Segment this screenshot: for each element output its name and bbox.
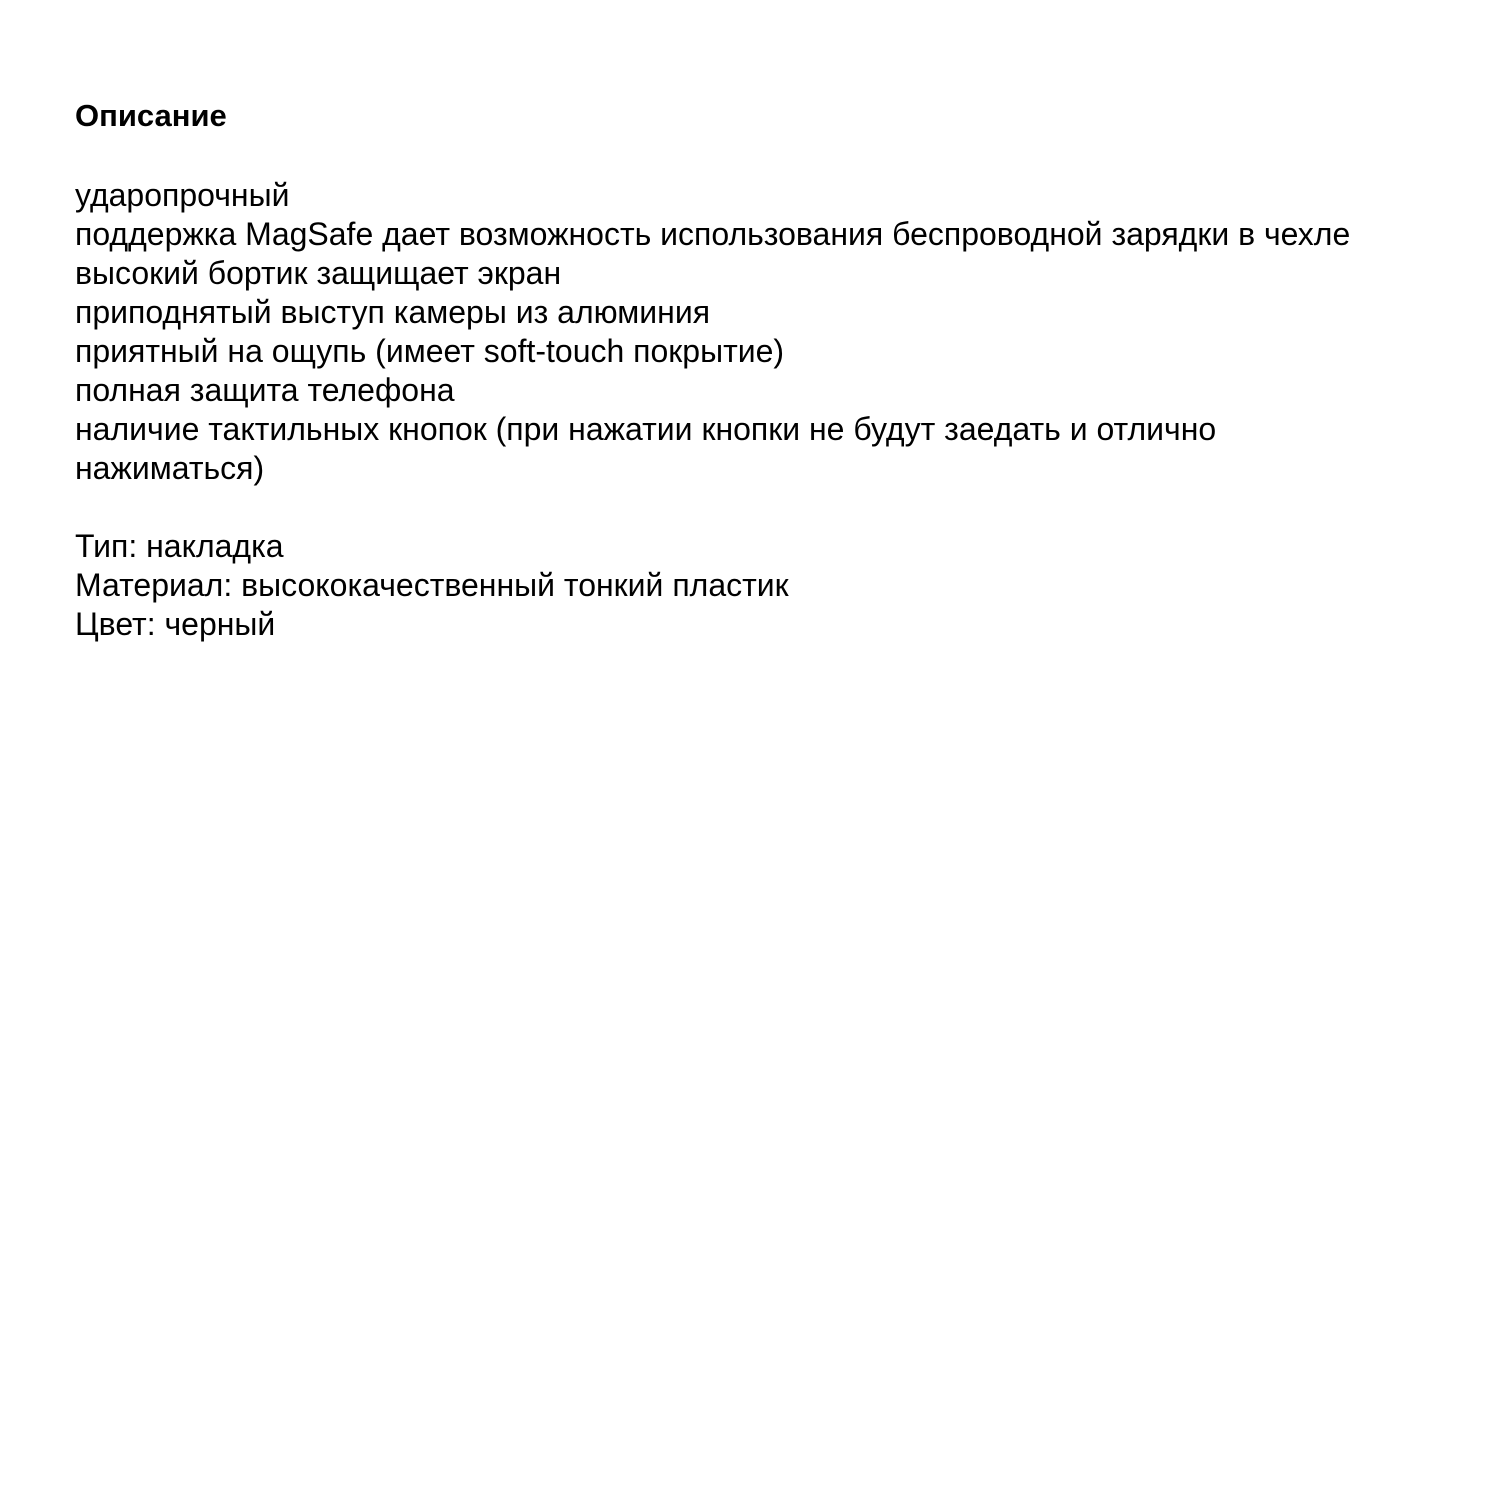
feature-list [75,176,1442,488]
spec-list [75,527,1442,644]
spec-item-material [75,566,1442,605]
feature-item: ударопрочный [75,177,290,213]
spec-value: черный [164,606,276,642]
spec-value: высококачественный тонкий пластик [241,567,789,603]
feature-item: высокий бортик защищает экран [75,255,562,291]
description-section [75,96,1442,644]
spec-label: Цвет: [75,606,156,642]
spec-label: Материал: [75,567,233,603]
description-heading: Описание [75,98,227,133]
spec-item-color [75,605,1442,644]
spec-value: накладка [146,528,284,564]
feature-item: поддержка MagSafe дает возможность использования беспроводной зарядки в чехле [75,216,1351,252]
feature-item: наличие тактильных кнопок (при нажатии кнопки не будут заедать и отлично нажиматься) [75,411,1217,486]
spec-item-type [75,527,1442,566]
feature-item: полная защита телефона [75,372,455,408]
spec-label: Тип: [75,528,138,564]
feature-item: приподнятый выступ камеры из алюминия [75,294,711,330]
feature-item: приятный на ощупь (имеет soft-touch покрытие) [75,333,785,369]
